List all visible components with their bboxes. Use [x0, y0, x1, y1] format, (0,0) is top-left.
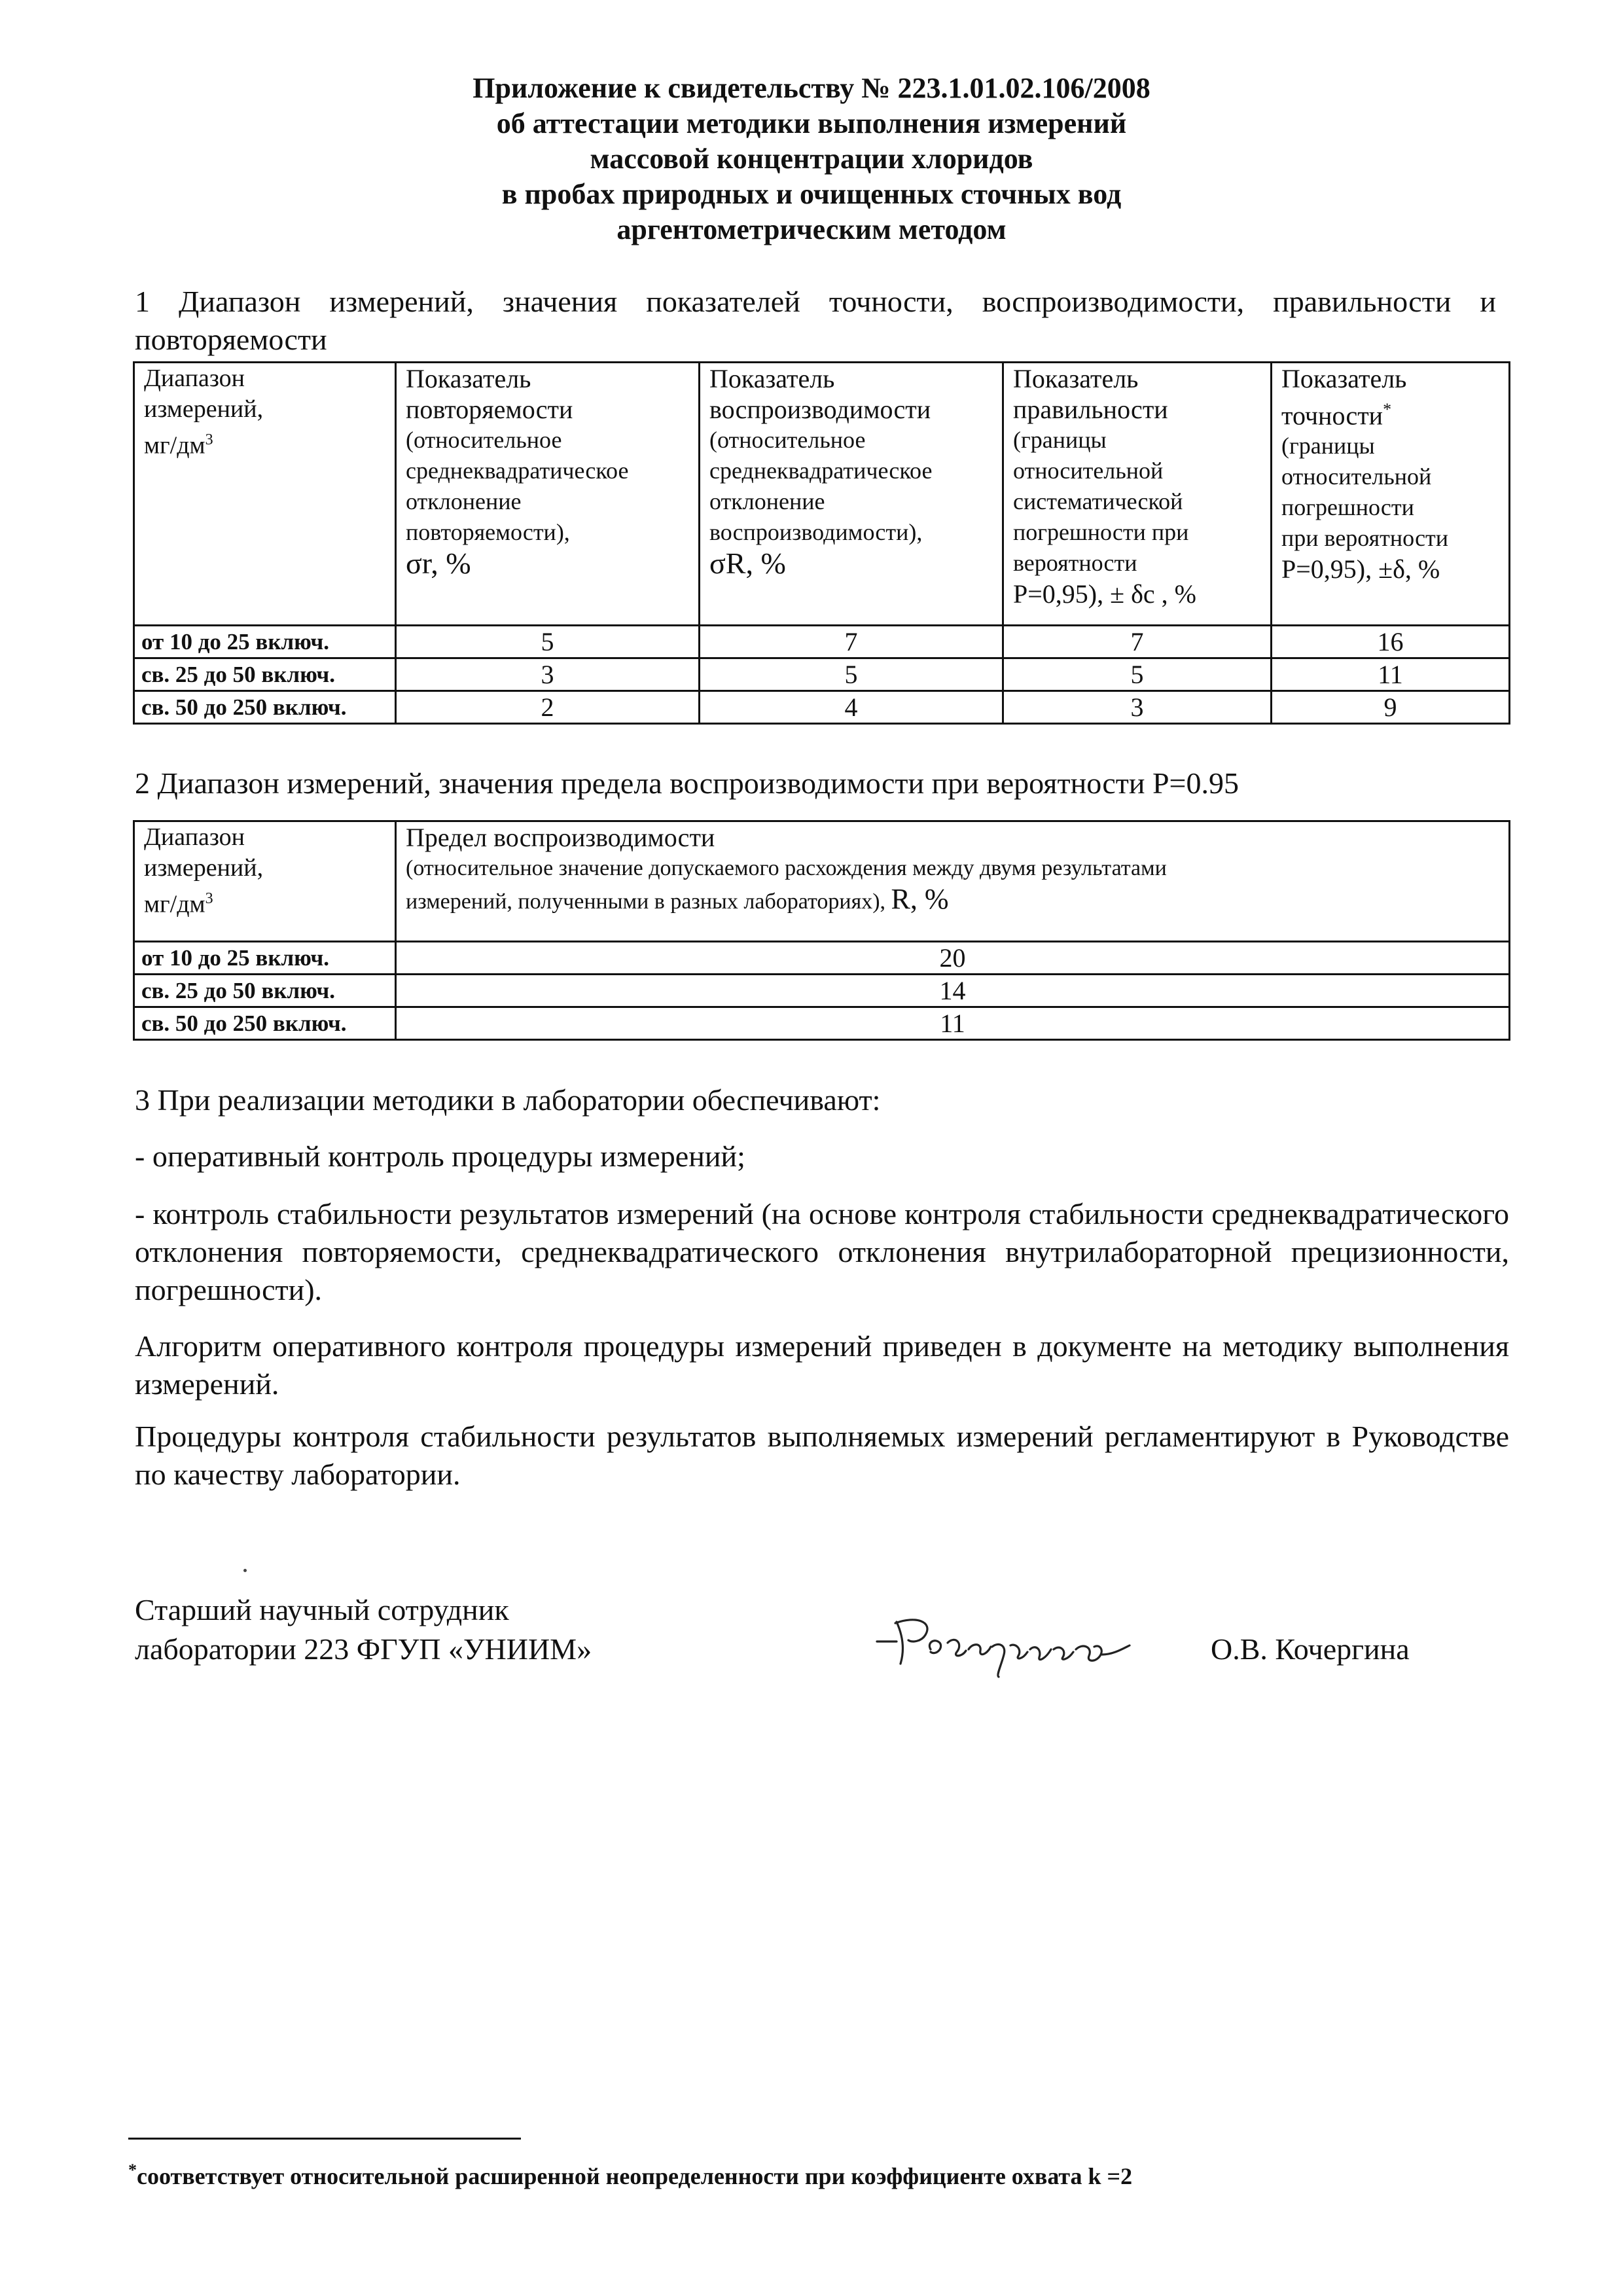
header-symbol: P=0,95), ± δc , %: [1013, 579, 1196, 609]
table-row: [134, 658, 1510, 691]
cell-limit: 11: [396, 1007, 1510, 1040]
header-line: (границы: [1281, 433, 1375, 459]
title-line-3: массовой концентрации хлоридов: [590, 143, 1033, 175]
unit-superscript: 3: [205, 890, 213, 907]
procedures-paragraph: Процедуры контроля стабильности результатов выполняемых измерений регламентируют в Руководстве по качеству лаборатории.: [135, 1420, 1509, 1491]
header-symbol: σR, %: [709, 547, 786, 580]
title-line-2: об аттестации методики выполнения измерений: [496, 107, 1127, 139]
row-range: от 10 до 25 включ.: [134, 626, 396, 658]
handwritten-signature: [870, 1604, 1171, 1682]
section-1-heading: 1 Диапазон измерений, значения показателей точности, воспроизводимости, правильности и повторяемости: [135, 285, 1496, 356]
header-trueness: [1003, 363, 1272, 626]
header-symbol: P=0,95), ±δ, %: [1281, 554, 1440, 584]
header-line-text: точности: [1281, 401, 1383, 431]
header-limit: [396, 821, 1510, 942]
header-reproducibility: [700, 363, 1003, 626]
cell-accuracy: 16: [1272, 626, 1510, 658]
header-line: при вероятности: [1281, 525, 1449, 552]
signatory-position: [135, 1590, 592, 1669]
header-repeatability: [396, 363, 700, 626]
cell-trueness: 3: [1003, 691, 1272, 724]
row-range: св. 50 до 250 включ.: [134, 1007, 396, 1040]
speck: [243, 1569, 247, 1572]
cell-reproducibility: 4: [700, 691, 1003, 724]
section-2-heading: 2 Диапазон измерений, значения предела воспроизводимости при вероятности P=0.95: [135, 766, 1239, 800]
header-line: (границы: [1013, 427, 1107, 453]
cell-reproducibility: 7: [700, 626, 1003, 658]
header-range-line: измерений,: [144, 395, 264, 423]
header-line: повторяемости: [406, 395, 573, 424]
table-row: [134, 1007, 1510, 1040]
header-line: Показатель: [1281, 364, 1407, 393]
title-line-4: в пробах природных и очищенных сточных вод: [501, 178, 1122, 210]
header-line: правильности: [1013, 395, 1168, 424]
header-limit-text: измерений, полученными в разных лабораториях),: [406, 889, 886, 914]
header-range-line: [144, 884, 385, 920]
cell-repeatability: 5: [396, 626, 700, 658]
header-line: Показатель: [406, 364, 531, 393]
cell-trueness: 5: [1003, 658, 1272, 691]
header-line: повторяемости),: [406, 519, 570, 545]
cell-trueness: 7: [1003, 626, 1272, 658]
section-3-heading: 3 При реализации методики в лаборатории обеспечивают:: [135, 1083, 881, 1117]
cell-accuracy: 11: [1272, 658, 1510, 691]
header-range: [134, 363, 396, 626]
table-row: [134, 942, 1510, 975]
cell-repeatability: 3: [396, 658, 700, 691]
header-range-line: измерений,: [144, 854, 264, 882]
cell-limit: 14: [396, 975, 1510, 1007]
header-line: отклонение: [709, 488, 825, 514]
header-line: относительной: [1281, 463, 1432, 490]
header-line: относительной: [1013, 457, 1164, 484]
footnote: [128, 2155, 1132, 2192]
footnote-mark: *: [128, 2161, 137, 2179]
header-line: среднеквадратическое: [709, 457, 933, 484]
control-item-1: - оперативный контроль процедуры измерений;: [135, 1139, 745, 1173]
header-line: (относительное: [406, 427, 562, 453]
cell-reproducibility: 5: [700, 658, 1003, 691]
unit-text: мг/дм: [144, 890, 205, 918]
header-limit-line: [406, 884, 1499, 917]
header-range-line: Диапазон: [144, 365, 245, 392]
header-line: (относительное: [709, 427, 866, 453]
header-symbol: σr, %: [406, 547, 471, 580]
cell-repeatability: 2: [396, 691, 700, 724]
header-line: вероятности: [1013, 550, 1137, 576]
position-line-2: лаборатории 223 ФГУП «УНИИМ»: [135, 1632, 592, 1666]
table-row: [134, 691, 1510, 724]
unit-superscript: 3: [205, 431, 213, 448]
row-range: св. 25 до 50 включ.: [134, 975, 396, 1007]
header-limit-line: (относительное значение допускаемого расхождения между двумя результатами: [406, 856, 1167, 880]
header-line: воспроизводимости: [709, 395, 931, 424]
title-line-5: аргентометрическим методом: [616, 213, 1007, 245]
algorithm-paragraph: Алгоритм оперативного контроля процедуры измерений приведен в документе на методику выполнения измерений.: [135, 1329, 1509, 1401]
cell-accuracy: 9: [1272, 691, 1510, 724]
header-line: погрешности при: [1013, 519, 1189, 545]
row-range: св. 25 до 50 включ.: [134, 658, 396, 691]
signatory-name: О.В. Кочергина: [1211, 1632, 1410, 1666]
header-line: воспроизводимости),: [709, 519, 923, 545]
cell-limit: 20: [396, 942, 1510, 975]
reproducibility-limit-table: [133, 820, 1510, 1041]
row-range: от 10 до 25 включ.: [134, 942, 396, 975]
header-limit-title: Предел воспроизводимости: [406, 823, 715, 852]
title-line-1: Приложение к свидетельству № 223.1.01.02.106/2008: [473, 72, 1150, 104]
control-item-2: - контроль стабильности результатов измерений (на основе контроля стабильности среднеквадратического отклонения повторяемости, среднеквадратического отклонения внутрилабораторной прецизионности, погрешности).: [135, 1197, 1509, 1306]
header-line: среднеквадратическое: [406, 457, 629, 484]
document-title: [0, 71, 1623, 247]
footnote-divider: [128, 2138, 521, 2140]
header-line: Показатель: [1013, 364, 1139, 393]
header-line: Показатель: [709, 364, 835, 393]
header-range-line: Диапазон: [144, 823, 245, 851]
header-line: погрешности: [1281, 494, 1414, 521]
header-line: отклонение: [406, 488, 522, 514]
limit-table-header: [134, 821, 1510, 942]
footnote-mark: *: [1383, 400, 1392, 419]
header-range: [134, 821, 396, 942]
header-symbol: R, %: [891, 883, 949, 915]
unit-text: мг/дм: [144, 431, 205, 459]
accuracy-table: [133, 361, 1510, 725]
header-accuracy: [1272, 363, 1510, 626]
position-line-1: Старший научный сотрудник: [135, 1593, 509, 1626]
accuracy-table-header: [134, 363, 1510, 626]
row-range: св. 50 до 250 включ.: [134, 691, 396, 724]
header-range-line: [144, 425, 385, 461]
table-row: [134, 626, 1510, 658]
table-row: [134, 975, 1510, 1007]
header-line: [1281, 394, 1499, 431]
header-line: систематической: [1013, 488, 1183, 514]
footnote-text: соответствует относительной расширенной неопределенности при коэффициенте охвата k =2: [137, 2163, 1133, 2189]
